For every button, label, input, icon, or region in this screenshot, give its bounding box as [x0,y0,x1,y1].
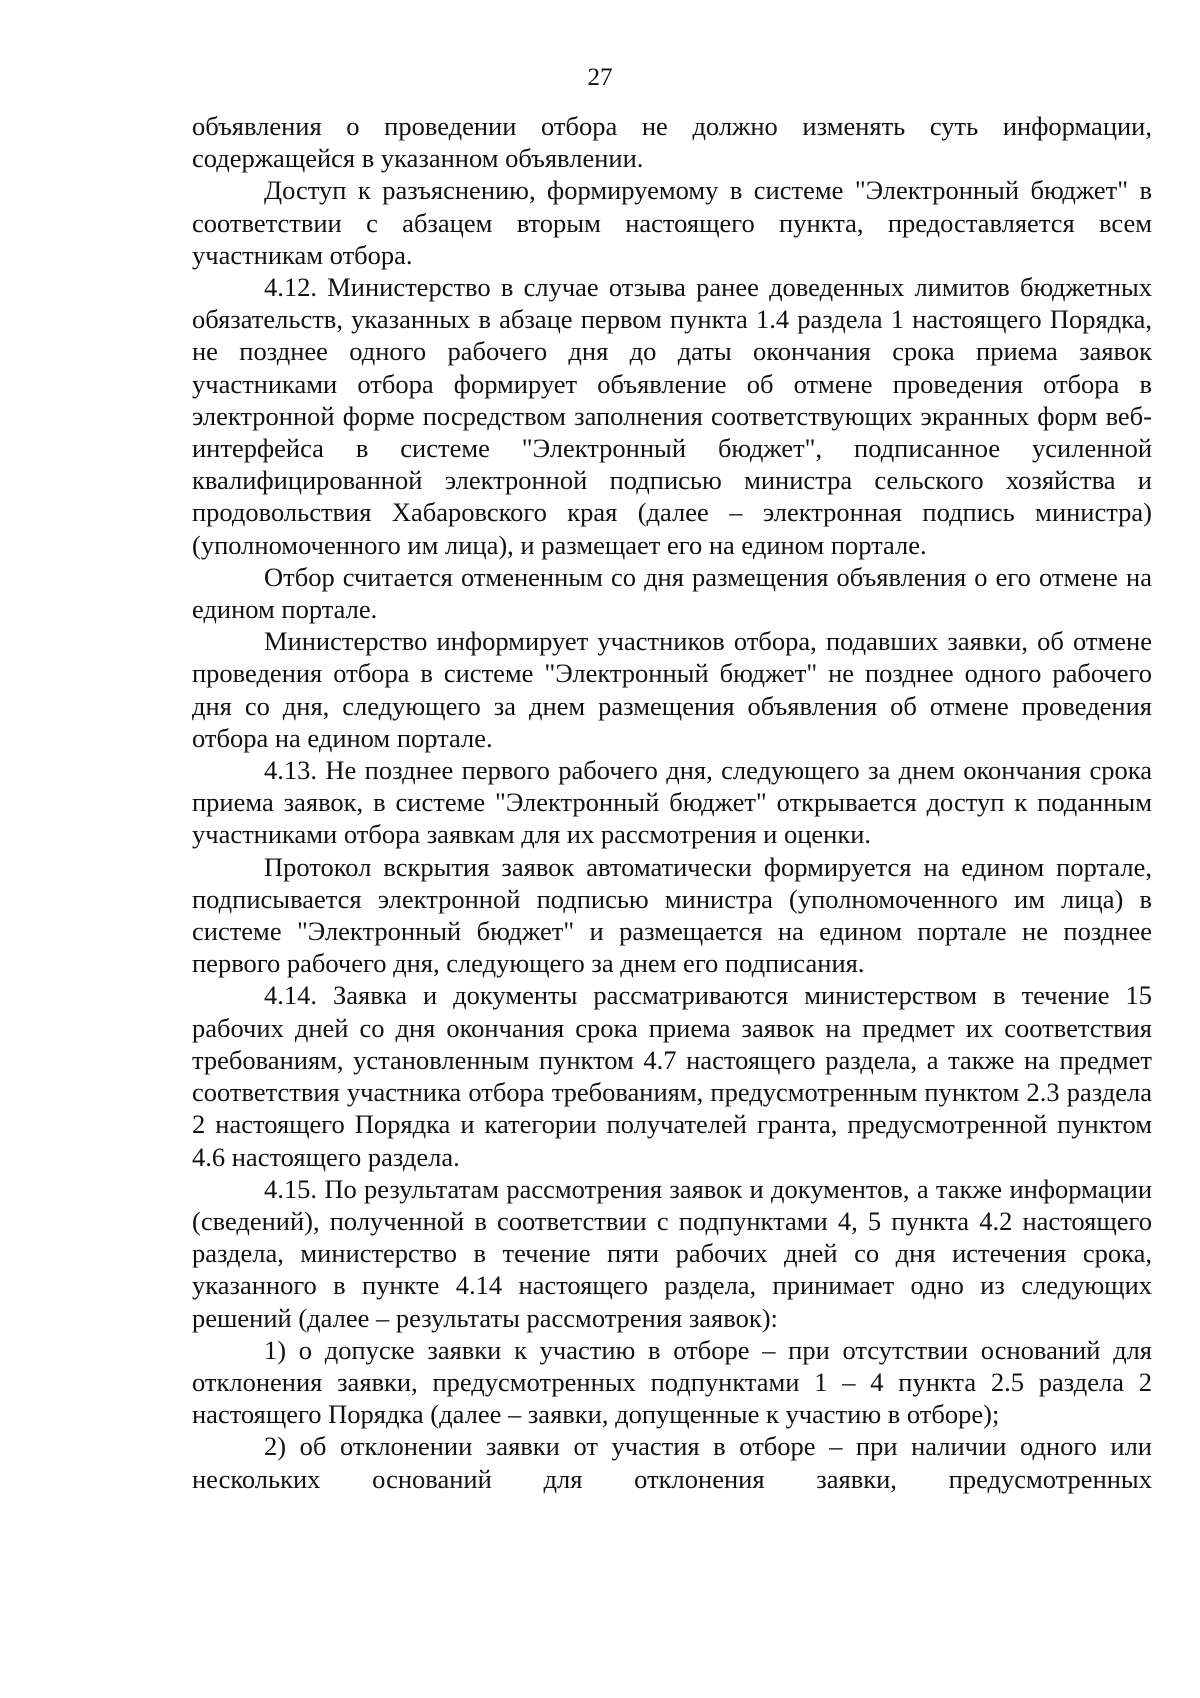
paragraph-selection-cancelled: Отбор считается отмененным со дня размещения объявления о его отмене на едином портале. [192,561,1152,625]
paragraph-item-2: 2) об отклонении заявки от участия в отборе – при наличии одного или нескольких оснований для отклонения заявки, предусмотренных [192,1431,1152,1494]
page-number: 27 [587,64,613,91]
paragraph-item-1: 1) о допуске заявки к участию в отборе – при отсутствии оснований для отклонения заявки, предусмотренных подпунктами 1 – 4 пункта 2.5 раздела 2 настоящего Порядка (далее – заявки, допущенные к участию в отборе); [192,1334,1152,1430]
paragraph-4-13: 4.13. Не позднее первого рабочего дня, следующего за днем окончания срока приема заявок, в системе "Электронный бюджет" открывается доступ к поданным участниками отбора заявкам для их рассмотрения и оценки. [192,755,1152,850]
paragraph-4-12: 4.12. Министерство в случае отзыва ранее доведенных лимитов бюджетных обязательств, указанных в абзаце первом пункта 1.4 раздела 1 настоящего Порядка, не позднее одного рабочего дня до даты окончания срока приема заявок участниками отбора формирует объявление об отмене проведения отбора в электронной форме посредством заполнения соответствующих экранных форм веб-интерфейса в системе "Электронный бюджет", подписанное усиленной квалифицированной электронной подписью министра сельского хозяйства и продовольствия Хабаровского края (далее – электронная подпись министра) (уполномоченного им лица), и размещает его на едином портале. [192,272,1152,560]
paragraph-access-clarification: Доступ к разъяснению, формируемому в системе "Электронный бюджет" в соответствии с абзацем вторым настоящего пункта, предоставляется всем участникам отбора. [192,175,1152,270]
document-body [192,110,1152,1495]
paragraph-4-15: 4.15. По результатам рассмотрения заявок и документов, а также информации (сведений), полученной в соответствии с подпунктами 4, 5 пункта 4.2 настоящего раздела, министерство в течение пяти рабочих дней со дня истечения срока, указанного в пункте 4.14 настоящего раздела, принимает одно из следующих решений (далее – результаты рассмотрения заявок): [192,1173,1152,1333]
paragraph-4-14: 4.14. Заявка и документы рассматриваются министерством в течение 15 рабочих дней со дня окончания срока приема заявок на предмет их соответствия требованиям, установленным пунктом 4.7 настоящего раздела, а также на предмет соответствия участника отбора требованиям, предусмотренным пунктом 2.3 раздела 2 настоящего Порядка и категории получателей гранта, предусмотренной пунктом 4.6 настоящего раздела. [192,980,1152,1172]
paragraph-ministry-informs: Министерство информирует участников отбора, подавших заявки, об отмене проведения отбора в системе "Электронный бюджет" не позднее одного рабочего дня со дня, следующего за днем размещения объявления об отмене проведения отбора на едином портале. [192,626,1152,753]
paragraph-continuation: объявления о проведении отбора не должно изменять суть информации, содержащейся в указанном объявлении. [192,111,1152,174]
paragraph-opening-protocol: Протокол вскрытия заявок автоматически формируется на едином портале, подписывается электронной подписью министра (уполномоченного им лица) в системе "Электронный бюджет" и размещается на едином портале не позднее первого рабочего дня, следующего за днем его подписания. [192,851,1152,979]
